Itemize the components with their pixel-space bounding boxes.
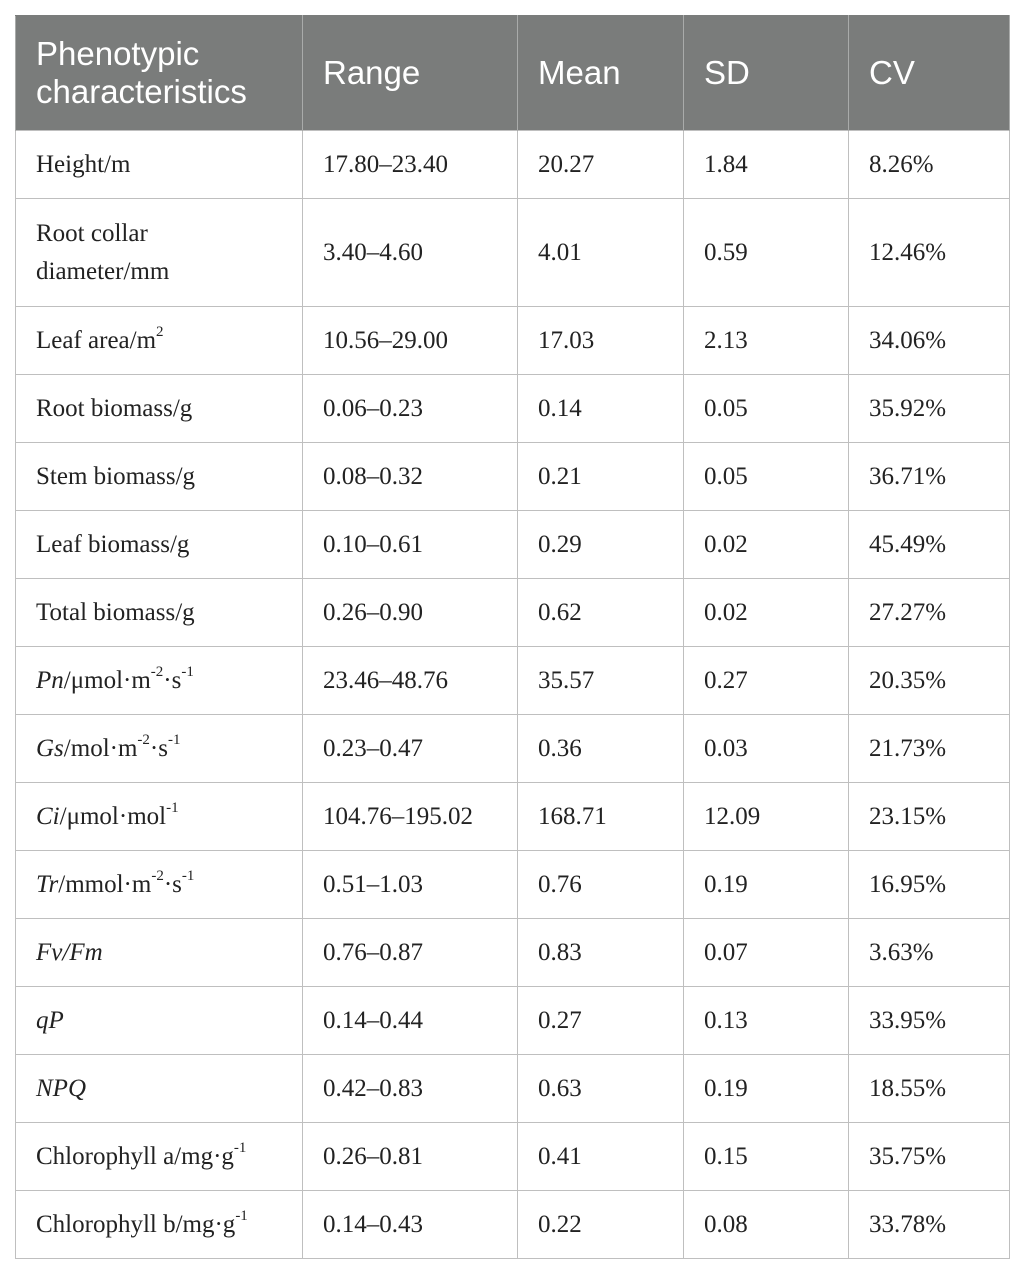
row-range: 0.14–0.44 [303, 987, 518, 1055]
row-mean: 0.29 [518, 511, 684, 579]
row-range: 0.23–0.47 [303, 715, 518, 783]
row-sd: 0.27 [684, 647, 849, 715]
label-sup: -1 [233, 1140, 247, 1157]
row-label [16, 987, 303, 1055]
row-sd: 2.13 [684, 307, 849, 375]
label-italic: NPQ [36, 1074, 86, 1102]
row-sd: 0.08 [684, 1191, 849, 1259]
table-row [16, 1191, 1010, 1259]
table-row [16, 579, 1010, 647]
row-range: 3.40–4.60 [303, 199, 518, 307]
row-mean: 0.14 [518, 375, 684, 443]
label-sup: -2 [137, 732, 150, 749]
header-phenotypic: Phenotypic characteristics [16, 16, 303, 131]
row-sd: 0.05 [684, 443, 849, 511]
row-label [16, 647, 303, 715]
row-range: 0.26–0.90 [303, 579, 518, 647]
row-cv: 3.63% [849, 919, 1010, 987]
label-sup: -2 [150, 664, 164, 681]
row-mean: 0.62 [518, 579, 684, 647]
label-sup-b: -1 [167, 732, 181, 749]
table-row [16, 307, 1010, 375]
row-range: 23.46–48.76 [303, 647, 518, 715]
row-label: Stem biomass/g [16, 443, 303, 511]
row-label [16, 199, 303, 307]
label-italic: Gs [36, 734, 64, 762]
row-cv: 45.49% [849, 511, 1010, 579]
row-label [16, 307, 303, 375]
table-row [16, 715, 1010, 783]
label-sup: -2 [151, 868, 164, 885]
table-row [16, 919, 1010, 987]
label-unit: /mol·m [63, 734, 138, 762]
row-range: 0.42–0.83 [303, 1055, 518, 1123]
label-unit-b: ·s [163, 870, 182, 898]
row-cv: 23.15% [849, 783, 1010, 851]
label-italic: Pn [36, 666, 64, 694]
label-italic: Ci [36, 802, 60, 830]
row-sd: 0.19 [684, 1055, 849, 1123]
row-range: 104.76–195.02 [303, 783, 518, 851]
row-mean: 0.36 [518, 715, 684, 783]
row-mean: 20.27 [518, 131, 684, 199]
row-cv: 35.92% [849, 375, 1010, 443]
label-text: Chlorophyll a/mg·g [36, 1142, 234, 1170]
row-range: 0.26–0.81 [303, 1123, 518, 1191]
row-mean: 0.76 [518, 851, 684, 919]
label-sup-b: -1 [181, 868, 195, 885]
row-cv: 36.71% [849, 443, 1010, 511]
table-row [16, 851, 1010, 919]
row-label [16, 919, 303, 987]
table-row [16, 647, 1010, 715]
row-mean: 0.41 [518, 1123, 684, 1191]
row-sd: 0.59 [684, 199, 849, 307]
row-cv: 18.55% [849, 1055, 1010, 1123]
row-cv: 20.35% [849, 647, 1010, 715]
row-mean: 35.57 [518, 647, 684, 715]
row-range: 17.80–23.40 [303, 131, 518, 199]
row-mean: 0.83 [518, 919, 684, 987]
row-mean: 168.71 [518, 783, 684, 851]
header-sd: SD [684, 16, 849, 131]
label-unit: /μmol·mol [59, 802, 167, 830]
row-sd: 0.03 [684, 715, 849, 783]
label-italic: qP [36, 1006, 64, 1034]
table-row [16, 1055, 1010, 1123]
row-label: Leaf biomass/g [16, 511, 303, 579]
phenotypic-table-container [15, 15, 1009, 1259]
row-cv: 27.27% [849, 579, 1010, 647]
table-row [16, 511, 1010, 579]
table-row [16, 783, 1010, 851]
row-label [16, 783, 303, 851]
row-mean: 0.27 [518, 987, 684, 1055]
row-range: 0.51–1.03 [303, 851, 518, 919]
label-sup: -1 [235, 1208, 248, 1225]
label-unit: /μmol·m [63, 666, 151, 694]
table-row [16, 443, 1010, 511]
row-mean: 4.01 [518, 199, 684, 307]
row-cv: 21.73% [849, 715, 1010, 783]
row-mean: 0.22 [518, 1191, 684, 1259]
label-unit: /mmol·m [58, 870, 152, 898]
row-cv: 34.06% [849, 307, 1010, 375]
row-sd: 0.19 [684, 851, 849, 919]
table-row [16, 987, 1010, 1055]
label-text: Chlorophyll b/mg·g [36, 1210, 236, 1238]
row-mean: 0.21 [518, 443, 684, 511]
row-sd: 0.02 [684, 511, 849, 579]
header-mean: Mean [518, 16, 684, 131]
row-label [16, 1123, 303, 1191]
row-range: 0.14–0.43 [303, 1191, 518, 1259]
row-sd: 12.09 [684, 783, 849, 851]
label-italic: Fv/Fm [36, 938, 103, 966]
label-text: Leaf area/m [36, 326, 157, 354]
row-sd: 0.02 [684, 579, 849, 647]
label-sup: -1 [166, 800, 179, 817]
row-sd: 1.84 [684, 131, 849, 199]
row-sd: 0.15 [684, 1123, 849, 1191]
header-range: Range [303, 16, 518, 131]
label-sup-b: -1 [181, 664, 194, 681]
row-sd: 0.05 [684, 375, 849, 443]
row-range: 10.56–29.00 [303, 307, 518, 375]
row-range: 0.76–0.87 [303, 919, 518, 987]
row-cv: 12.46% [849, 199, 1010, 307]
row-cv: 33.95% [849, 987, 1010, 1055]
row-range: 0.06–0.23 [303, 375, 518, 443]
table-row [16, 199, 1010, 307]
label-sup: 2 [156, 324, 164, 341]
row-range: 0.08–0.32 [303, 443, 518, 511]
label-unit-b: ·s [149, 734, 168, 762]
label-italic: Tr [36, 870, 59, 898]
row-label [16, 1055, 303, 1123]
row-sd: 0.13 [684, 987, 849, 1055]
row-sd: 0.07 [684, 919, 849, 987]
row-cv: 16.95% [849, 851, 1010, 919]
table-row [16, 375, 1010, 443]
row-label [16, 1191, 303, 1259]
row-cv: 35.75% [849, 1123, 1010, 1191]
table-header-row [16, 16, 1010, 131]
row-mean: 17.03 [518, 307, 684, 375]
row-label: Height/m [16, 131, 303, 199]
table-row [16, 1123, 1010, 1191]
row-cv: 8.26% [849, 131, 1010, 199]
row-cv: 33.78% [849, 1191, 1010, 1259]
table-row [16, 131, 1010, 199]
phenotypic-characteristics-table [15, 15, 1010, 1259]
row-label-text: Root collar diameter/mm [36, 219, 170, 285]
row-mean: 0.63 [518, 1055, 684, 1123]
row-range: 0.10–0.61 [303, 511, 518, 579]
row-label [16, 851, 303, 919]
label-unit-b: ·s [163, 666, 182, 694]
row-label [16, 715, 303, 783]
header-cv: CV [849, 16, 1010, 131]
row-label: Total biomass/g [16, 579, 303, 647]
row-label: Root biomass/g [16, 375, 303, 443]
